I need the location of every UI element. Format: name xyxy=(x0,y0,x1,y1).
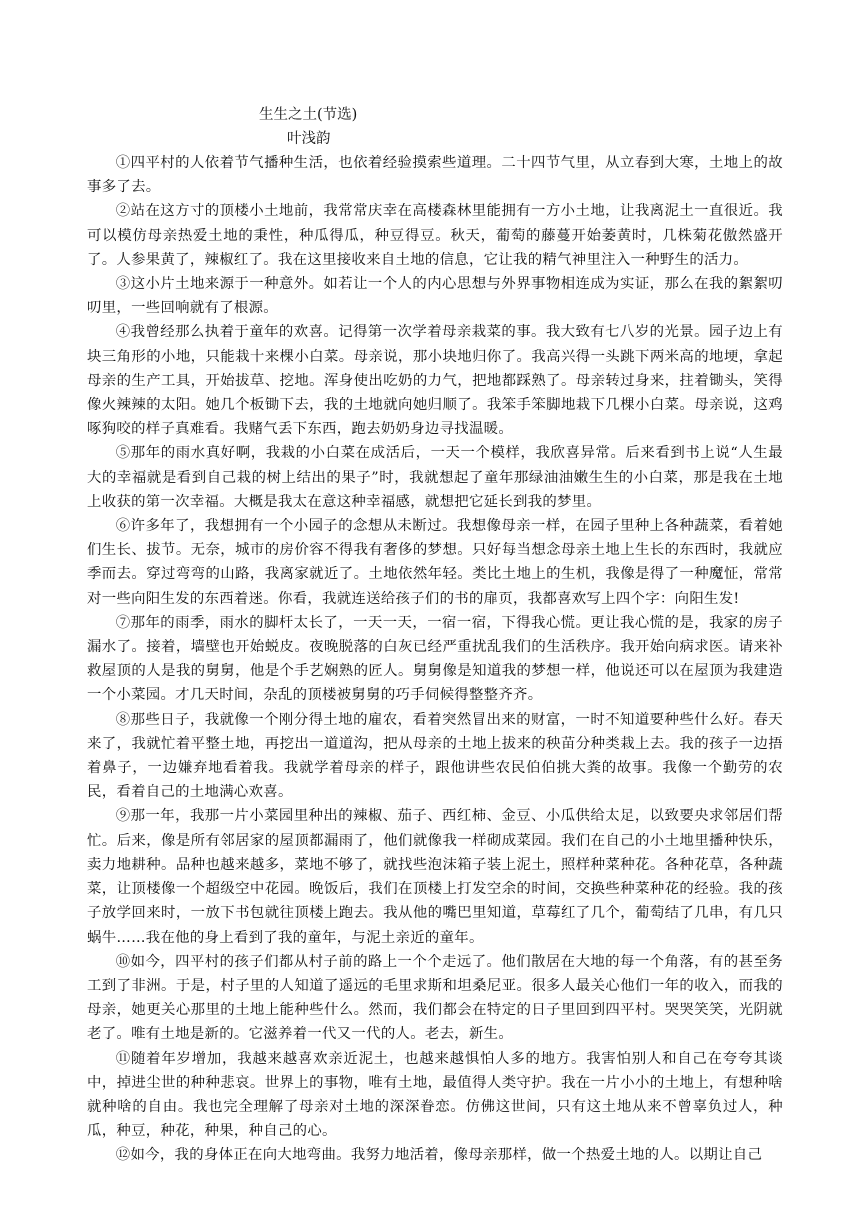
paragraph-10: ⑩如今，四平村的孩子们都从村子前的路上一个个走远了。他们散居在大地的每一个角落，有的甚至务工到了非洲。于是，村子里的人知道了遥远的毛里求斯和坦桑尼亚。很多人最关心他们一年的收入，而我的母亲，她更关心那里的土地上能种些什么。然而，我们都会在特定的日子里回到四平村。哭哭笑笑，光阴就老了。唯有土地是新的。它滋养着一代又一代的人。老去，新生。 xyxy=(87,953,783,1043)
paragraph-11: ⑪随着年岁增加，我越来越喜欢亲近泥土，也越来越惧怕人多的地方。我害怕别人和自己在夸夸其谈中，掉进尘世的种种悲哀。世界上的事物，唯有土地，最值得人类守护。我在一片小小的土地上，有想种啥就种啥的自由。我也完全理解了母亲对土地的深深眷恋。仿佛这世间，只有这土地从来不曾辜负过人，种瓜，种豆，种花，种果，种自己的心。 xyxy=(87,1050,783,1140)
paragraph-12: ⑫如今，我的身体正在向大地弯曲。我努力地活着，像母亲那样，做一个热爱土地的人。以期让自己 xyxy=(115,1147,763,1164)
paragraph-2: ②站在这方寸的顶楼小土地前，我常常庆幸在高楼森林里能拥有一方小土地，让我离泥土一直很近。我可以模仿母亲热爱土地的秉性，种瓜得瓜，种豆得豆。秋天，葡萄的藤蔓开始萎黄时，几株菊花傲然盛开了。人参果黄了，辣椒红了。我在这里接收来自土地的信息，它让我的精气神里注入一种野生的活力。 xyxy=(87,203,783,268)
paragraph-5: ⑤那年的雨水真好啊，我栽的小白菜在成活后，一天一个模样，我欣喜异常。后来看到书上说“人生最大的幸福就是看到自己栽的树上结出的果子”时，我就想起了童年那绿油油嫩生生的小白菜，那是我在土地上收获的第一次幸福。大概是我太在意这种幸福感，就想把它延长到我的梦里。 xyxy=(87,445,783,510)
paragraph-1: ①四平村的人依着节气播种生活，也依着经验摸索些道理。二十四节气里，从立春到大寒，土地上的故事多了去。 xyxy=(87,155,783,196)
paragraph-4: ④我曾经那么执着于童年的欢喜。记得第一次学着母亲栽菜的事。我大致有七八岁的光景。园子边上有块三角形的小地，只能栽十来棵小白菜。母亲说，那小块地归你了。我高兴得一头跳下两米高的地埂，拿起母亲的生产工具，开始拔草、挖地。浑身使出吃奶的力气，把地都踩熟了。母亲转过身来，拄着锄头，笑得像火辣辣的太阳。她几个板锄下去，我的土地就向她归顺了。我笨手笨脚地栽下几棵小白菜。母亲说，这鸡啄狗咬的样子真难看。我赌气丢下东西，跑去奶奶身边寻找温暖。 xyxy=(87,324,783,438)
paragraph-6: ⑥许多年了，我想拥有一个小园子的念想从未断过。我想像母亲一样，在园子里种上各种蔬菜，看着她们生长、拔节。无奈，城市的房价容不得我有奢侈的梦想。只好每当想念母亲土地上生长的东西时，我就应季而去。穿过弯弯的山路，我离家就近了。土地依然年轻。类比土地上的生机，我像是得了一种魔怔，常常对一些向阳生发的东西着迷。你看，我就连送给孩子们的书的扉页，我都喜欢写上四个字：向阳生发! xyxy=(87,518,783,607)
document-page xyxy=(87,103,783,1168)
paragraph-7: ⑦那年的雨季，雨水的脚杆太长了，一天一天，一宿一宿，下得我心慌。更让我心慌的是，我家的房子漏水了。接着，墙壁也开始蜕皮。夜晚脱落的白灰已经严重扰乱我们的生活秩序。我开始向病求医。请来补救屋顶的人是我的舅舅，他是个手艺娴熟的匠人。舅舅像是知道我的梦想一样，他说还可以在屋顶为我建造一个小菜园。才几天时间，杂乱的顶楼被舅舅的巧手伺候得整整齐齐。 xyxy=(87,614,783,704)
article-author: 叶浅韵 xyxy=(287,131,331,147)
paragraph-8: ⑧那些日子，我就像一个刚分得土地的雇农，看着突然冒出来的财富，一时不知道要种些什么好。春天来了，我就忙着平整土地，再挖出一道道沟，把从母亲的土地上拔来的秧苗分种类栽上去。我的孩子一边捂着鼻子，一边嫌弃地看着我。我就学着母亲的样子，跟他讲些农民伯伯挑大粪的故事。我像一个勤劳的农民，看着自己的土地满心欢喜。 xyxy=(87,711,783,801)
article-title: 生生之土(节选) xyxy=(259,107,358,123)
paragraph-9: ⑨那一年，我那一片小菜园里种出的辣椒、茄子、西红柿、金豆、小瓜供给太足，以致要央求邻居们帮忙。后来，像是所有邻居家的屋顶都漏雨了，他们就像我一样砌成菜园。我们在自己的小土地里播种快乐，卖力地耕种。品种也越来越多，菜地不够了，就找些泡沫箱子装上泥土，照样种菜种花。各种花草，各种蔬菜，让顶楼像一个超级空中花园。晚饭后，我们在顶楼上打发空余的时间，交换些种菜种花的经验。我的孩子放学回来时，一放下书包就往顶楼上跑去。我从他的嘴巴里知道，草莓红了几个，葡萄结了几串，有几只蜗牛……我在他的身上看到了我的童年，与泥土亲近的童年。 xyxy=(87,808,783,946)
paragraph-3: ③这小片土地来源于一种意外。如若让一个人的内心思想与外界事物相连成为实证，那么在我的絮絮叨叨里，一些回响就有了根源。 xyxy=(87,276,783,317)
